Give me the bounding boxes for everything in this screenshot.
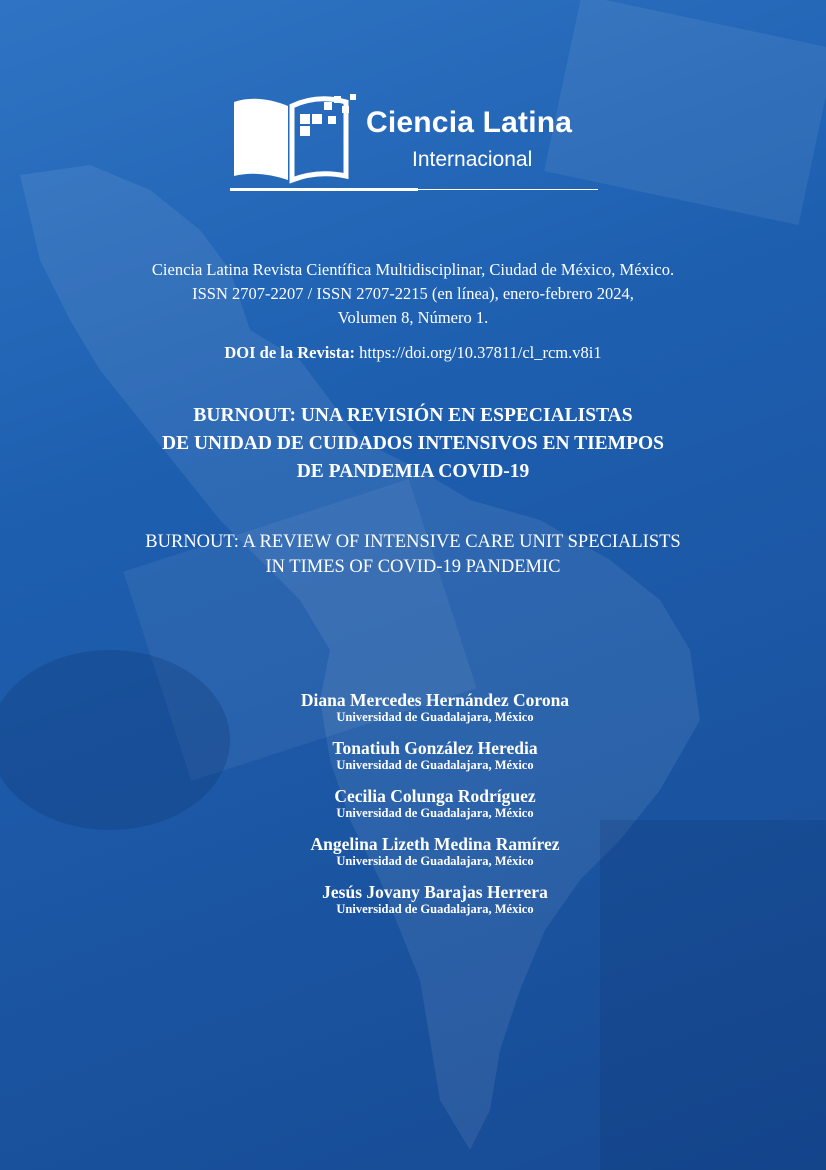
author-name: Angelina Lizeth Medina Ramírez	[310, 834, 560, 854]
title-es-line: DE UNIDAD DE CUIDADOS INTENSIVOS EN TIEMPOS	[161, 433, 664, 454]
author-name: Diana Mercedes Hernández Corona	[300, 690, 570, 710]
title-en-line: BURNOUT: A REVIEW OF INTENSIVE CARE UNIT SPECIALISTS	[145, 532, 681, 552]
logo-subtitle: Internacional	[412, 148, 533, 171]
author-affiliation: Universidad de Guadalajara, México	[336, 758, 534, 772]
doi-link[interactable]: https://doi.org/10.37811/cl_rcm.v8i1	[359, 343, 602, 362]
journal-line: Ciencia Latina Revista Científica Multidisciplinar, Ciudad de México, México.	[151, 260, 675, 279]
author-name: Cecilia Colunga Rodríguez	[334, 786, 536, 806]
doi-line	[40, 343, 786, 363]
title-spanish	[40, 402, 786, 486]
title-es-line: BURNOUT: UNA REVISIÓN EN ESPECIALISTAS	[193, 405, 633, 426]
issn-line: ISSN 2707-2207 / ISSN 2707-2215 (en línea), enero-febrero 2024,	[192, 284, 634, 303]
author-name: Tonatiuh González Heredia	[332, 738, 538, 758]
doi-label: DOI de la Revista:	[224, 343, 356, 362]
author-entry	[120, 834, 750, 869]
title-english	[40, 530, 786, 580]
title-es-line: DE PANDEMIA COVID-19	[296, 461, 530, 482]
author-entry	[120, 738, 750, 773]
logo-name: Ciencia Latina	[366, 106, 573, 139]
author-affiliation: Universidad de Guadalajara, México	[336, 806, 534, 820]
author-list	[120, 690, 750, 930]
volume-line: Volumen 8, Número 1.	[337, 308, 489, 327]
author-entry	[120, 786, 750, 821]
title-en-line: IN TIMES OF COVID-19 PANDEMIC	[265, 557, 561, 577]
author-entry	[120, 690, 750, 725]
journal-info	[40, 258, 786, 330]
author-affiliation: Universidad de Guadalajara, México	[336, 854, 534, 868]
author-affiliation: Universidad de Guadalajara, México	[336, 710, 534, 724]
author-affiliation: Universidad de Guadalajara, México	[336, 902, 534, 916]
author-entry	[120, 882, 750, 917]
author-name: Jesús Jovany Barajas Herrera	[322, 882, 548, 902]
